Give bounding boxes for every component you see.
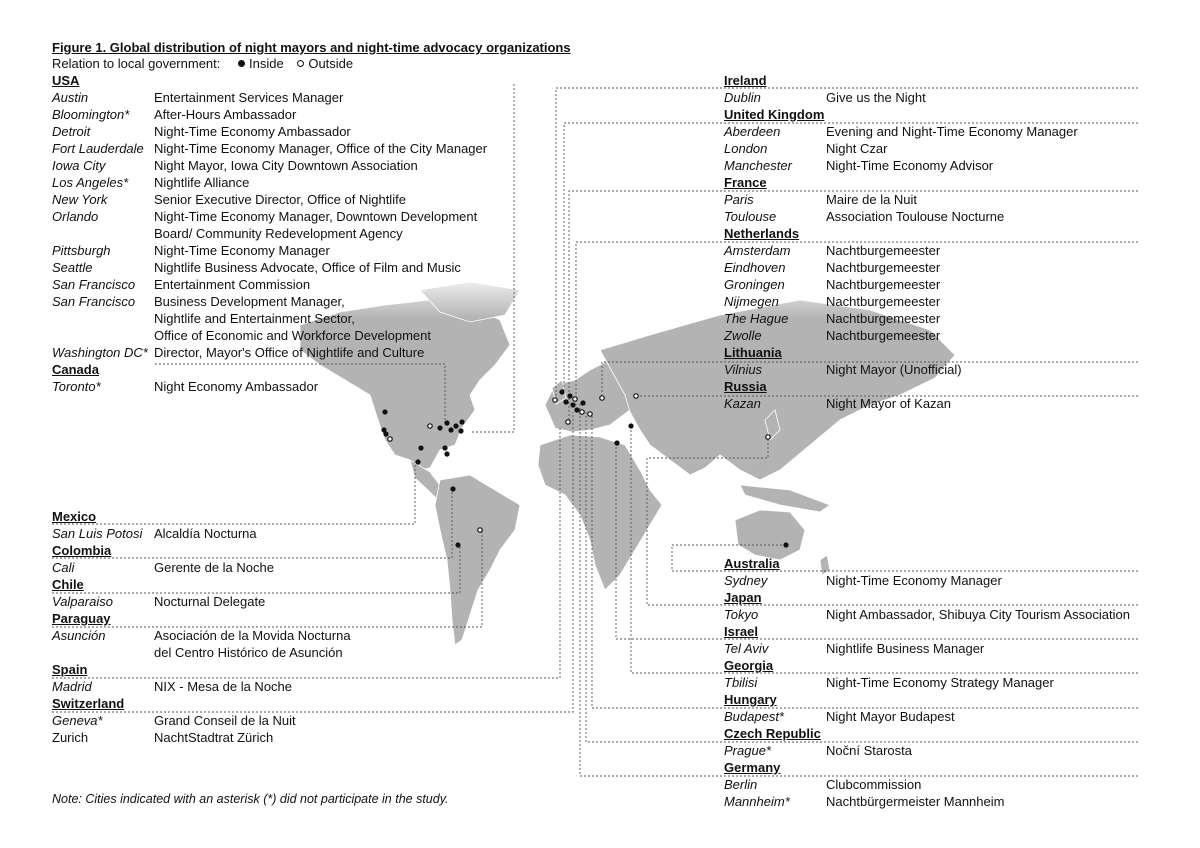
marker-inside [563, 399, 568, 404]
city-name: Budapest* [724, 709, 784, 724]
marker-outside [428, 424, 432, 428]
country-heading: Japan [724, 590, 762, 605]
city-name: Detroit [52, 124, 91, 139]
list-item [52, 327, 487, 344]
list-item [724, 395, 1078, 412]
city-name: Tbilisi [724, 675, 758, 690]
legend-label: Relation to local government: [52, 56, 221, 71]
list-item [724, 293, 1078, 310]
city-name: Washington DC* [52, 345, 148, 360]
city-name: Tel Aviv [724, 641, 769, 656]
organization-role: Nachtburgemeester [826, 260, 941, 275]
organization-role: Night Czar [826, 141, 888, 156]
country-heading: Spain [52, 662, 88, 677]
organization-role: Business Development Manager, [154, 294, 345, 309]
city-name: Toronto* [52, 379, 101, 394]
marker-outside [553, 398, 557, 402]
marker-outside [634, 394, 638, 398]
city-name: Kazan [724, 396, 761, 411]
marker-outside [566, 420, 570, 424]
list-item [52, 106, 487, 123]
organization-role: Night Mayor Budapest [826, 709, 955, 724]
city-name: Paris [724, 192, 754, 207]
list-item [52, 593, 351, 610]
organization-role: Grand Conseil de la Nuit [154, 713, 296, 728]
organization-role: Asociación de la Movida Nocturna [154, 628, 351, 643]
marker-inside [459, 419, 464, 424]
marker-inside [580, 400, 585, 405]
marker-inside [570, 402, 575, 407]
country-heading: Israel [724, 624, 758, 639]
city-name: San Francisco [52, 277, 136, 292]
city-name: Manchester [724, 158, 792, 173]
left-lower-list [52, 508, 351, 746]
marker-inside [442, 445, 447, 450]
list-item [724, 742, 1130, 759]
list-item [52, 259, 487, 276]
marker-inside [382, 409, 387, 414]
australia-landmass [735, 510, 805, 560]
organization-role: Maire de la Nuit [826, 192, 918, 207]
list-item [724, 157, 1078, 174]
country-heading: Hungary [724, 692, 777, 707]
organization-role: Director, Mayor's Office of Nightlife and Culture [154, 345, 425, 360]
organization-role: Nightlife Business Advocate, Office of Film and Music [154, 260, 461, 275]
city-name: Nijmegen [724, 294, 779, 309]
city-name: Seattle [52, 260, 93, 275]
country-heading: Australia [724, 556, 780, 571]
country-heading: Germany [724, 760, 781, 775]
marker-outside [573, 397, 577, 401]
right-lower-list [724, 555, 1130, 810]
list-item [724, 259, 1078, 276]
list-item [724, 640, 1130, 657]
city-name: Fort Lauderdale [52, 141, 144, 156]
list-item [724, 572, 1130, 589]
list-item [52, 157, 487, 174]
country-heading: Paraguay [52, 611, 111, 626]
list-item [52, 627, 351, 644]
marker-inside [437, 425, 442, 430]
marker-outside [766, 435, 770, 439]
country-heading: France [724, 175, 767, 190]
list-item [52, 729, 351, 746]
country-heading: Chile [52, 577, 84, 592]
organization-role: Nightlife Alliance [154, 175, 250, 190]
legend [52, 56, 353, 71]
city-name: Valparaiso [52, 594, 113, 609]
organization-role: Alcaldía Nocturna [154, 526, 257, 541]
list-item [724, 674, 1130, 691]
city-name: Bloomington* [52, 107, 130, 122]
list-item [724, 793, 1130, 810]
country-heading: Colombia [52, 543, 112, 558]
country-heading: Georgia [724, 658, 774, 673]
marker-inside [567, 393, 572, 398]
organization-role: Night-Time Economy Manager [154, 243, 330, 258]
organization-role: Senior Executive Director, Office of Nightlife [154, 192, 406, 207]
organization-role: Noční Starosta [826, 743, 912, 758]
footnote: Note: Cities indicated with an asterisk (*) did not participate in the study. [52, 792, 449, 806]
organization-role: Evening and Night-Time Economy Manager [826, 124, 1078, 139]
city-name: Prague* [724, 743, 771, 758]
city-name [52, 310, 154, 327]
city-name: The Hague [724, 311, 789, 326]
organization-role: Clubcommission [826, 777, 922, 792]
list-item [724, 191, 1078, 208]
country-heading: United Kingdom [724, 107, 825, 122]
city-name [52, 644, 154, 661]
organization-role: Give us the Night [826, 90, 926, 105]
marker-inside [628, 423, 633, 428]
list-item [724, 123, 1078, 140]
city-name: San Francisco [52, 294, 136, 309]
list-item [724, 208, 1078, 225]
marker-inside [458, 428, 463, 433]
city-name: Aberdeen [724, 124, 781, 139]
list-item [52, 225, 487, 242]
city-name: Austin [52, 90, 89, 105]
organization-role: Night-Time Economy Manager, Downtown Development [154, 209, 478, 224]
organization-role: Night Economy Ambassador [154, 379, 319, 394]
list-item [52, 242, 487, 259]
list-item [724, 89, 1078, 106]
city-name [52, 327, 154, 344]
list-item [52, 123, 487, 140]
city-name: Iowa City [52, 158, 106, 173]
city-name: Sydney [724, 573, 768, 588]
marker-outside [580, 410, 584, 414]
city-name: Vilnius [724, 362, 763, 377]
list-item [52, 140, 487, 157]
organization-role: Night Mayor (Unofficial) [826, 362, 962, 377]
list-item [52, 525, 351, 542]
city-name: London [724, 141, 768, 156]
hollow-dot-icon [297, 60, 304, 67]
list-item [724, 327, 1078, 344]
city-name: Asunción [52, 628, 106, 643]
marker-inside [783, 542, 788, 547]
city-name: New York [52, 192, 108, 207]
organization-role: Association Toulouse Nocturne [826, 209, 1005, 224]
organization-role: Nachtburgemeester [826, 294, 941, 309]
marker-inside [383, 431, 388, 436]
organization-role: Board/ Community Redevelopment Agency [154, 226, 403, 241]
country-heading: Czech Republic [724, 726, 821, 741]
city-name: Madrid [52, 679, 92, 694]
organization-role: Entertainment Services Manager [154, 90, 344, 105]
filled-dot-icon [238, 60, 245, 67]
list-item [52, 559, 351, 576]
organization-role: Nightlife and Entertainment Sector, [154, 311, 355, 326]
organization-role: NachtStadtrat Zürich [154, 730, 274, 745]
city-name: Groningen [724, 277, 785, 292]
country-heading: Netherlands [724, 226, 800, 241]
list-item [724, 276, 1078, 293]
marker-inside [455, 542, 460, 547]
marker-inside [444, 451, 449, 456]
city-name [52, 225, 154, 242]
organization-role: del Centro Histórico de Asunción [154, 645, 343, 660]
organization-role: Night Ambassador, Shibuya City Tourism Association [826, 607, 1130, 622]
organization-role: Nachtburgemeester [826, 311, 941, 326]
organization-role: Night-Time Economy Manager [826, 573, 1002, 588]
indonesia-landmass [740, 485, 830, 512]
city-name: Dublin [724, 90, 761, 105]
marker-outside [388, 437, 392, 441]
marker-inside [444, 420, 449, 425]
organization-role: Entertainment Commission [154, 277, 311, 292]
organization-role: Nachtburgemeester [826, 277, 941, 292]
city-name: Toulouse [724, 209, 777, 224]
list-item [52, 191, 487, 208]
organization-role: Night-Time Economy Advisor [826, 158, 994, 173]
organization-role: Night-Time Economy Manager, Office of the City Manager [154, 141, 488, 156]
city-name: Orlando [52, 209, 99, 224]
marker-inside [614, 440, 619, 445]
marker-inside [450, 486, 455, 491]
organization-role: NIX - Mesa de la Noche [154, 679, 293, 694]
list-item [724, 242, 1078, 259]
organization-role: Nachtburgemeester [826, 328, 941, 343]
list-item [52, 644, 351, 661]
city-name: Geneva* [52, 713, 103, 728]
country-heading: USA [52, 73, 80, 88]
marker-inside [559, 389, 564, 394]
africa-landmass [538, 435, 662, 590]
country-heading: Lithuania [724, 345, 782, 360]
organization-role: Nachtburgemeester [826, 243, 941, 258]
city-name: Mannheim* [724, 794, 790, 809]
figure-title: Figure 1. Global distribution of night mayors and night-time advocacy organizations [52, 40, 571, 55]
list-item [724, 310, 1078, 327]
list-item [724, 776, 1130, 793]
city-name: Cali [52, 560, 75, 575]
organization-role: Night Mayor, Iowa City Downtown Association [154, 158, 418, 173]
list-item [52, 678, 351, 695]
organization-role: Night-Time Economy Strategy Manager [826, 675, 1054, 690]
country-heading: Mexico [52, 509, 97, 524]
marker-inside [448, 427, 453, 432]
marker-outside [478, 528, 482, 532]
country-heading: Switzerland [52, 696, 125, 711]
organization-role: Nachtbürgermeister Mannheim [826, 794, 1005, 809]
city-name: Tokyo [724, 607, 759, 622]
city-name: Pittsburgh [52, 243, 111, 258]
organization-role: Nocturnal Delegate [154, 594, 266, 609]
city-name: Zurich [52, 730, 89, 745]
list-item [52, 276, 487, 293]
city-name: Los Angeles* [52, 175, 129, 190]
city-name: Amsterdam [724, 243, 791, 258]
list-item [724, 140, 1078, 157]
marker-inside [415, 459, 420, 464]
marker-inside [418, 445, 423, 450]
country-heading: Ireland [724, 73, 767, 88]
city-name: Zwolle [724, 328, 762, 343]
right-upper-list [724, 72, 1078, 412]
organization-role: After-Hours Ambassador [154, 107, 297, 122]
organization-role: Night-Time Economy Ambassador [154, 124, 351, 139]
list-item [52, 174, 487, 191]
list-item [52, 378, 487, 395]
organization-role: Night Mayor of Kazan [826, 396, 952, 411]
left-column-list [52, 72, 487, 395]
organization-role: Gerente de la Noche [154, 560, 274, 575]
list-item [52, 310, 487, 327]
list-item [724, 361, 1078, 378]
legend-inside-label: Inside [249, 56, 284, 71]
list-item [724, 606, 1130, 623]
list-item [52, 208, 487, 225]
marker-outside [600, 396, 604, 400]
organization-role: Office of Economic and Workforce Development [154, 328, 431, 343]
list-item [52, 89, 487, 106]
country-heading: Russia [724, 379, 767, 394]
city-name: Eindhoven [724, 260, 786, 275]
marker-inside [574, 407, 579, 412]
list-item [52, 344, 487, 361]
city-name: San Luis Potosi [52, 526, 143, 541]
list-item [52, 293, 487, 310]
marker-inside [453, 423, 458, 428]
legend-outside-label: Outside [308, 56, 354, 71]
list-item [724, 708, 1130, 725]
marker-outside [588, 412, 592, 416]
city-name: Berlin [724, 777, 758, 792]
list-item [52, 712, 351, 729]
country-heading: Canada [52, 362, 99, 377]
organization-role: Nightlife Business Manager [826, 641, 985, 656]
south-america-landmass [435, 475, 520, 645]
